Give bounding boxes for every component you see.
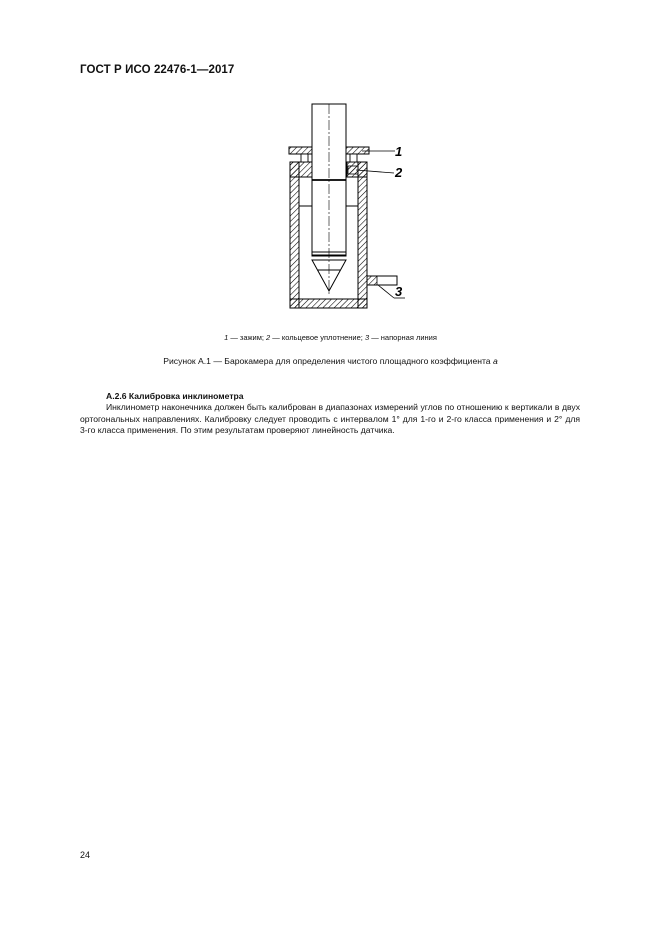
page-number: 24 — [80, 850, 91, 860]
pressure-chamber-figure — [270, 100, 420, 315]
section-title: А.2.6 Калибровка инклинометра — [106, 391, 244, 401]
document-header: ГОСТ Р ИСО 22476-1—2017 — [80, 64, 235, 76]
figure-legend: 1 — зажим; 2 — кольцевое уплотнение; 3 — напорная линия — [224, 333, 437, 342]
callout-1: 1 — [395, 144, 403, 159]
pressure-line — [367, 276, 397, 285]
callout-3: 3 — [395, 284, 403, 299]
callout-2: 2 — [395, 165, 403, 180]
section-body: Инклинометр наконечника должен быть калиброван в диапазонах измерений углов по отношению к вертикали в двух ортогональных направлениях. Калибровку следует проводить с интервалом 1° для 1-го и 2-го класса применения и 2° для 3-го класса применения. По этим результатам проверяют линейность датчика. — [80, 402, 580, 436]
cone-probe — [312, 104, 346, 296]
figure-caption: Рисунок А.1 — Барокамера для определения чистого площадного коэффициента a — [163, 356, 498, 366]
section-a-2-6 — [80, 391, 580, 437]
